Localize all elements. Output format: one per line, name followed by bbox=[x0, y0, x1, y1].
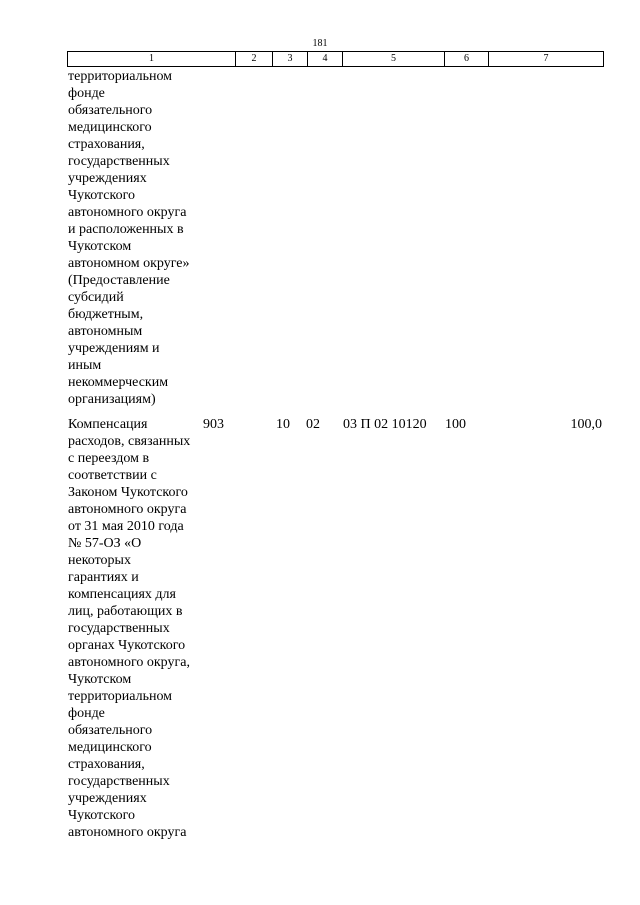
text-line: учреждениях bbox=[68, 171, 147, 186]
text-line: и расположенных в bbox=[68, 222, 184, 237]
text-line: Законом Чукотского bbox=[68, 485, 188, 500]
text-line: автономного округа bbox=[68, 825, 187, 840]
text-line: учреждениям и bbox=[68, 341, 160, 356]
text-line: Компенсация bbox=[68, 417, 148, 432]
header-col-1: 1 bbox=[68, 52, 236, 67]
text-line: соответствии с bbox=[68, 468, 157, 483]
text-line: медицинского bbox=[68, 740, 152, 755]
continuation-text bbox=[68, 68, 202, 408]
row-col-5: 03 П 02 10120 bbox=[343, 417, 427, 432]
text-line: обязательного bbox=[68, 723, 153, 738]
text-line: Чукотского bbox=[68, 808, 135, 823]
text-line: территориальном bbox=[68, 69, 173, 84]
text-line: Чукотском bbox=[68, 239, 132, 254]
table-header bbox=[67, 51, 604, 67]
text-line: некоторых bbox=[68, 553, 131, 568]
text-line: субсидий bbox=[68, 290, 124, 305]
row-col-2: 903 bbox=[203, 417, 224, 432]
text-line: государственных bbox=[68, 621, 170, 636]
text-line: медицинского bbox=[68, 120, 152, 135]
page-number: 181 bbox=[312, 38, 328, 49]
text-line: органах Чукотского bbox=[68, 638, 186, 653]
text-line: страхования, bbox=[68, 757, 145, 772]
text-line: автономного округа bbox=[68, 502, 187, 517]
text-line: лиц, работающих в bbox=[68, 604, 183, 619]
row-name bbox=[68, 416, 202, 841]
text-line: автономном округе» bbox=[68, 256, 190, 271]
text-line: автономным bbox=[68, 324, 143, 339]
text-line: фонде bbox=[68, 706, 105, 721]
header-col-5: 5 bbox=[343, 52, 445, 67]
text-line: учреждениях bbox=[68, 791, 147, 806]
header-col-6: 6 bbox=[445, 52, 489, 67]
text-line: государственных bbox=[68, 774, 170, 789]
text-line: государственных bbox=[68, 154, 170, 169]
text-line: (Предоставление bbox=[68, 273, 170, 288]
header-col-2: 2 bbox=[236, 52, 273, 67]
row-col-6: 100 bbox=[445, 417, 466, 432]
text-line: страхования, bbox=[68, 137, 145, 152]
text-line: № 57-ОЗ «О bbox=[68, 536, 142, 551]
header-col-7: 7 bbox=[489, 52, 604, 67]
text-line: автономного округа bbox=[68, 205, 187, 220]
row-col-3: 10 bbox=[276, 417, 290, 432]
text-line: иным bbox=[68, 358, 102, 373]
text-line: бюджетным, bbox=[68, 307, 144, 322]
text-line: с переездом в bbox=[68, 451, 150, 466]
text-line: автономного округа, bbox=[68, 655, 190, 670]
text-line: обязательного bbox=[68, 103, 153, 118]
text-line: гарантиях и bbox=[68, 570, 139, 585]
text-line: организациям) bbox=[68, 392, 156, 407]
text-line: территориальном bbox=[68, 689, 173, 704]
text-line: некоммерческим bbox=[68, 375, 169, 390]
header-col-3: 3 bbox=[273, 52, 308, 67]
text-line: от 31 мая 2010 года bbox=[68, 519, 184, 534]
text-line: компенсациях для bbox=[68, 587, 176, 602]
header-col-4: 4 bbox=[308, 52, 343, 67]
row-col-7: 100,0 bbox=[570, 417, 602, 432]
text-line: расходов, связанных bbox=[68, 434, 191, 449]
text-line: фонде bbox=[68, 86, 105, 101]
row-col-4: 02 bbox=[306, 417, 320, 432]
text-line: Чукотском bbox=[68, 672, 132, 687]
text-line: Чукотского bbox=[68, 188, 135, 203]
